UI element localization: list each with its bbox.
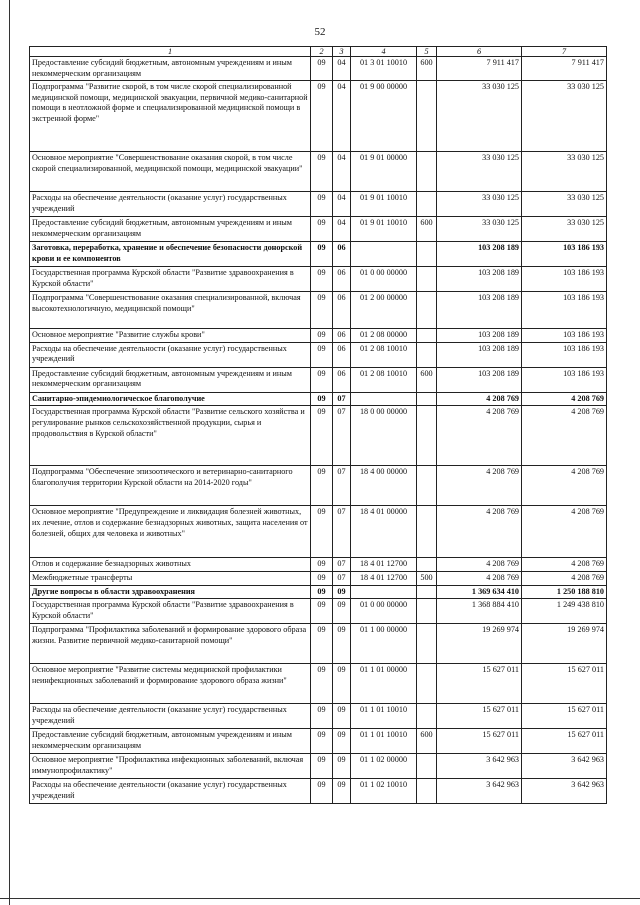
row-amount-1-cell: 19 269 974 bbox=[437, 624, 522, 664]
row-target-article-cell: 18 4 00 00000 bbox=[351, 466, 417, 506]
row-name-cell: Подпрограмма "Профилактика заболеваний и формирование здорового образа жизни. Развитие первичной медико-санитарной помощи" bbox=[30, 624, 311, 664]
row-section-cell: 09 bbox=[311, 466, 333, 506]
row-amount-2-cell: 4 208 769 bbox=[522, 558, 607, 572]
row-expense-type-cell bbox=[417, 558, 437, 572]
row-section-cell: 09 bbox=[311, 192, 333, 217]
row-target-article-cell bbox=[351, 392, 417, 406]
row-expense-type-cell: 600 bbox=[417, 217, 437, 242]
row-amount-1-cell: 103 208 189 bbox=[437, 292, 522, 329]
table-row bbox=[30, 466, 607, 506]
row-amount-2-cell: 15 627 011 bbox=[522, 704, 607, 729]
row-amount-2-cell: 15 627 011 bbox=[522, 729, 607, 754]
row-target-article-cell bbox=[351, 242, 417, 267]
row-section-cell: 09 bbox=[311, 779, 333, 804]
row-target-article-cell: 01 1 01 10010 bbox=[351, 704, 417, 729]
row-expense-type-cell bbox=[417, 704, 437, 729]
row-target-article-cell: 01 9 01 00000 bbox=[351, 152, 417, 192]
row-target-article-cell: 01 2 08 10010 bbox=[351, 367, 417, 392]
row-name-cell: Другие вопросы в области здравоохранения bbox=[30, 585, 311, 599]
col-header-expense-type: 5 bbox=[417, 47, 437, 57]
row-amount-2-cell: 1 250 188 810 bbox=[522, 585, 607, 599]
row-section-cell: 09 bbox=[311, 392, 333, 406]
row-section-cell: 09 bbox=[311, 342, 333, 367]
row-subsection-cell: 04 bbox=[333, 57, 351, 81]
col-header-amount-1: 6 bbox=[437, 47, 522, 57]
row-subsection-cell: 09 bbox=[333, 704, 351, 729]
col-header-target-article: 4 bbox=[351, 47, 417, 57]
row-expense-type-cell bbox=[417, 329, 437, 343]
row-target-article-cell: 01 9 00 00000 bbox=[351, 81, 417, 152]
table-row bbox=[30, 217, 607, 242]
row-expense-type-cell bbox=[417, 392, 437, 406]
row-name-cell: Подпрограмма "Совершенствование оказания специализированной, включая высокотехнологичную, медицинской помощи" bbox=[30, 292, 311, 329]
row-target-article-cell bbox=[351, 585, 417, 599]
row-subsection-cell: 07 bbox=[333, 466, 351, 506]
row-subsection-cell: 09 bbox=[333, 664, 351, 704]
row-section-cell: 09 bbox=[311, 664, 333, 704]
row-target-article-cell: 01 9 01 10010 bbox=[351, 217, 417, 242]
row-amount-1-cell: 3 642 963 bbox=[437, 754, 522, 779]
row-amount-2-cell: 4 208 769 bbox=[522, 506, 607, 558]
col-header-name: 1 bbox=[30, 47, 311, 57]
table-row bbox=[30, 506, 607, 558]
bottom-margin-line bbox=[0, 898, 640, 899]
row-subsection-cell: 04 bbox=[333, 81, 351, 152]
row-amount-2-cell: 3 642 963 bbox=[522, 754, 607, 779]
row-expense-type-cell bbox=[417, 624, 437, 664]
row-subsection-cell: 07 bbox=[333, 571, 351, 585]
page-number: 52 bbox=[314, 26, 326, 38]
row-expense-type-cell: 600 bbox=[417, 367, 437, 392]
row-target-article-cell: 01 3 01 10010 bbox=[351, 57, 417, 81]
row-subsection-cell: 07 bbox=[333, 406, 351, 466]
row-amount-2-cell: 4 208 769 bbox=[522, 466, 607, 506]
row-section-cell: 09 bbox=[311, 704, 333, 729]
row-name-cell: Отлов и содержание безнадзорных животных bbox=[30, 558, 311, 572]
row-target-article-cell: 18 4 01 12700 bbox=[351, 558, 417, 572]
row-expense-type-cell bbox=[417, 292, 437, 329]
col-header-section: 2 bbox=[311, 47, 333, 57]
row-expense-type-cell bbox=[417, 506, 437, 558]
row-subsection-cell: 09 bbox=[333, 754, 351, 779]
row-expense-type-cell bbox=[417, 664, 437, 704]
row-section-cell: 09 bbox=[311, 585, 333, 599]
header-row bbox=[30, 47, 607, 57]
row-name-cell: Расходы на обеспечение деятельности (оказание услуг) государственных учреждений bbox=[30, 192, 311, 217]
table-row bbox=[30, 342, 607, 367]
table-row bbox=[30, 599, 607, 624]
table-row bbox=[30, 192, 607, 217]
row-name-cell: Расходы на обеспечение деятельности (оказание услуг) государственных учреждений bbox=[30, 704, 311, 729]
row-section-cell: 09 bbox=[311, 292, 333, 329]
row-expense-type-cell bbox=[417, 242, 437, 267]
row-amount-2-cell: 3 642 963 bbox=[522, 779, 607, 804]
col-header-subsection: 3 bbox=[333, 47, 351, 57]
row-section-cell: 09 bbox=[311, 152, 333, 192]
table-row bbox=[30, 267, 607, 292]
table-row bbox=[30, 624, 607, 664]
row-target-article-cell: 18 4 01 00000 bbox=[351, 506, 417, 558]
row-section-cell: 09 bbox=[311, 329, 333, 343]
row-amount-2-cell: 15 627 011 bbox=[522, 664, 607, 704]
row-section-cell: 09 bbox=[311, 571, 333, 585]
row-section-cell: 09 bbox=[311, 81, 333, 152]
row-amount-1-cell: 15 627 011 bbox=[437, 729, 522, 754]
table-row bbox=[30, 392, 607, 406]
row-expense-type-cell bbox=[417, 585, 437, 599]
row-amount-2-cell: 33 030 125 bbox=[522, 81, 607, 152]
row-name-cell: Предоставление субсидий бюджетным, автономным учреждениям и иным некоммерческим организациям bbox=[30, 729, 311, 754]
row-amount-1-cell: 4 208 769 bbox=[437, 506, 522, 558]
row-name-cell: Расходы на обеспечение деятельности (оказание услуг) государственных учреждений bbox=[30, 342, 311, 367]
row-section-cell: 09 bbox=[311, 217, 333, 242]
row-section-cell: 09 bbox=[311, 242, 333, 267]
row-amount-1-cell: 33 030 125 bbox=[437, 217, 522, 242]
row-amount-2-cell: 103 186 193 bbox=[522, 342, 607, 367]
row-amount-2-cell: 4 208 769 bbox=[522, 571, 607, 585]
row-subsection-cell: 06 bbox=[333, 367, 351, 392]
row-amount-1-cell: 4 208 769 bbox=[437, 466, 522, 506]
row-amount-1-cell: 103 208 189 bbox=[437, 367, 522, 392]
row-expense-type-cell bbox=[417, 342, 437, 367]
row-target-article-cell: 01 1 00 00000 bbox=[351, 624, 417, 664]
row-name-cell: Предоставление субсидий бюджетным, автономным учреждениям и иным некоммерческим организациям bbox=[30, 57, 311, 81]
row-expense-type-cell: 500 bbox=[417, 571, 437, 585]
row-section-cell: 09 bbox=[311, 267, 333, 292]
row-name-cell: Основное мероприятие "Предупреждение и ликвидация болезней животных, их лечение, отлов и содержание безнадзорных животных, защита населения от болезней, общих для человека и животных" bbox=[30, 506, 311, 558]
row-amount-2-cell: 103 186 193 bbox=[522, 367, 607, 392]
row-subsection-cell: 06 bbox=[333, 342, 351, 367]
row-amount-2-cell: 4 208 769 bbox=[522, 392, 607, 406]
row-subsection-cell: 06 bbox=[333, 242, 351, 267]
row-subsection-cell: 09 bbox=[333, 729, 351, 754]
row-amount-1-cell: 1 369 634 410 bbox=[437, 585, 522, 599]
table-row bbox=[30, 81, 607, 152]
row-amount-1-cell: 4 208 769 bbox=[437, 406, 522, 466]
row-name-cell: Основное мероприятие "Развитие службы крови" bbox=[30, 329, 311, 343]
row-subsection-cell: 09 bbox=[333, 624, 351, 664]
table-row bbox=[30, 571, 607, 585]
row-amount-2-cell: 103 186 193 bbox=[522, 329, 607, 343]
row-subsection-cell: 04 bbox=[333, 152, 351, 192]
table-row bbox=[30, 292, 607, 329]
row-target-article-cell: 18 0 00 00000 bbox=[351, 406, 417, 466]
row-name-cell: Государственная программа Курской области "Развитие сельского хозяйства и регулирование рынков сельскохозяйственной продукции, сырья и продовольствия в Курской области" bbox=[30, 406, 311, 466]
row-name-cell: Межбюджетные трансферты bbox=[30, 571, 311, 585]
row-section-cell: 09 bbox=[311, 57, 333, 81]
table-row bbox=[30, 664, 607, 704]
row-target-article-cell: 18 4 01 12700 bbox=[351, 571, 417, 585]
row-amount-2-cell: 33 030 125 bbox=[522, 192, 607, 217]
row-amount-2-cell: 103 186 193 bbox=[522, 242, 607, 267]
row-amount-2-cell: 19 269 974 bbox=[522, 624, 607, 664]
table-row bbox=[30, 57, 607, 81]
row-subsection-cell: 09 bbox=[333, 779, 351, 804]
row-section-cell: 09 bbox=[311, 367, 333, 392]
row-amount-2-cell: 33 030 125 bbox=[522, 217, 607, 242]
budget-table bbox=[29, 46, 607, 804]
row-amount-1-cell: 4 208 769 bbox=[437, 571, 522, 585]
row-name-cell: Расходы на обеспечение деятельности (оказание услуг) государственных учреждений bbox=[30, 779, 311, 804]
row-section-cell: 09 bbox=[311, 558, 333, 572]
row-name-cell: Основное мероприятие "Профилактика инфекционных заболеваний, включая иммунопрофилактику" bbox=[30, 754, 311, 779]
table-row bbox=[30, 242, 607, 267]
row-amount-2-cell: 33 030 125 bbox=[522, 152, 607, 192]
row-target-article-cell: 01 1 01 10010 bbox=[351, 729, 417, 754]
col-header-amount-2: 7 bbox=[522, 47, 607, 57]
row-expense-type-cell bbox=[417, 152, 437, 192]
row-section-cell: 09 bbox=[311, 599, 333, 624]
row-subsection-cell: 07 bbox=[333, 392, 351, 406]
row-target-article-cell: 01 1 01 00000 bbox=[351, 664, 417, 704]
row-expense-type-cell bbox=[417, 466, 437, 506]
row-target-article-cell: 01 0 00 00000 bbox=[351, 599, 417, 624]
row-expense-type-cell bbox=[417, 81, 437, 152]
row-name-cell: Подпрограмма "Обеспечение эпизоотического и ветеринарно-санитарного благополучия территории Курской области на 2014-2020 годы" bbox=[30, 466, 311, 506]
row-amount-1-cell: 15 627 011 bbox=[437, 704, 522, 729]
row-section-cell: 09 bbox=[311, 506, 333, 558]
row-name-cell: Основное мероприятие "Развитие системы медицинской профилактики неинфекционных заболеваний и формирование здорового образа жизни" bbox=[30, 664, 311, 704]
row-expense-type-cell: 600 bbox=[417, 729, 437, 754]
table-row bbox=[30, 152, 607, 192]
row-amount-1-cell: 103 208 189 bbox=[437, 242, 522, 267]
table-row bbox=[30, 704, 607, 729]
row-subsection-cell: 06 bbox=[333, 267, 351, 292]
table-row bbox=[30, 729, 607, 754]
row-name-cell: Предоставление субсидий бюджетным, автономным учреждениям и иным некоммерческим организациям bbox=[30, 367, 311, 392]
row-expense-type-cell bbox=[417, 599, 437, 624]
row-target-article-cell: 01 2 08 10010 bbox=[351, 342, 417, 367]
row-name-cell: Государственная программа Курской области "Развитие здравоохранения в Курской области" bbox=[30, 267, 311, 292]
row-subsection-cell: 06 bbox=[333, 329, 351, 343]
row-subsection-cell: 07 bbox=[333, 558, 351, 572]
row-target-article-cell: 01 9 01 10010 bbox=[351, 192, 417, 217]
row-target-article-cell: 01 2 00 00000 bbox=[351, 292, 417, 329]
row-target-article-cell: 01 1 02 10010 bbox=[351, 779, 417, 804]
row-name-cell: Предоставление субсидий бюджетным, автономным учреждениям и иным некоммерческим организациям bbox=[30, 217, 311, 242]
row-expense-type-cell bbox=[417, 754, 437, 779]
table-row bbox=[30, 329, 607, 343]
row-name-cell: Государственная программа Курской области "Развитие здравоохранения в Курской области" bbox=[30, 599, 311, 624]
row-subsection-cell: 04 bbox=[333, 217, 351, 242]
row-section-cell: 09 bbox=[311, 754, 333, 779]
table-row bbox=[30, 779, 607, 804]
row-target-article-cell: 01 2 08 00000 bbox=[351, 329, 417, 343]
table-row bbox=[30, 406, 607, 466]
row-amount-1-cell: 15 627 011 bbox=[437, 664, 522, 704]
row-section-cell: 09 bbox=[311, 729, 333, 754]
table-row bbox=[30, 754, 607, 779]
row-amount-1-cell: 4 208 769 bbox=[437, 558, 522, 572]
row-amount-1-cell: 33 030 125 bbox=[437, 81, 522, 152]
row-section-cell: 09 bbox=[311, 624, 333, 664]
row-expense-type-cell bbox=[417, 779, 437, 804]
row-name-cell: Заготовка, переработка, хранение и обеспечение безопасности донорской крови и ее компонентов bbox=[30, 242, 311, 267]
row-amount-1-cell: 3 642 963 bbox=[437, 779, 522, 804]
row-subsection-cell: 09 bbox=[333, 599, 351, 624]
row-name-cell: Санитарно-эпидемиологическое благополучие bbox=[30, 392, 311, 406]
row-amount-2-cell: 103 186 193 bbox=[522, 292, 607, 329]
row-subsection-cell: 04 bbox=[333, 192, 351, 217]
row-name-cell: Подпрограмма "Развитие скорой, в том числе скорой специализированной медицинской помощи, медицинской эвакуации, первичной медико-санитарной помощи в неотложной форме и специализированной медицинской помощи в экстренной форме" bbox=[30, 81, 311, 152]
row-amount-2-cell: 4 208 769 bbox=[522, 406, 607, 466]
row-section-cell: 09 bbox=[311, 406, 333, 466]
row-name-cell: Основное мероприятие "Совершенствование оказания скорой, в том числе скорой специализированной, медицинской помощи, медицинской эвакуации" bbox=[30, 152, 311, 192]
row-subsection-cell: 06 bbox=[333, 292, 351, 329]
left-margin-line bbox=[9, 0, 10, 905]
row-amount-1-cell: 33 030 125 bbox=[437, 152, 522, 192]
row-amount-1-cell: 103 208 189 bbox=[437, 267, 522, 292]
row-expense-type-cell: 600 bbox=[417, 57, 437, 81]
row-amount-1-cell: 33 030 125 bbox=[437, 192, 522, 217]
row-target-article-cell: 01 0 00 00000 bbox=[351, 267, 417, 292]
row-target-article-cell: 01 1 02 00000 bbox=[351, 754, 417, 779]
row-amount-2-cell: 103 186 193 bbox=[522, 267, 607, 292]
table-row bbox=[30, 585, 607, 599]
row-amount-2-cell: 7 911 417 bbox=[522, 57, 607, 81]
row-expense-type-cell bbox=[417, 267, 437, 292]
row-expense-type-cell bbox=[417, 192, 437, 217]
row-subsection-cell: 07 bbox=[333, 506, 351, 558]
row-amount-1-cell: 7 911 417 bbox=[437, 57, 522, 81]
row-amount-1-cell: 4 208 769 bbox=[437, 392, 522, 406]
row-subsection-cell: 09 bbox=[333, 585, 351, 599]
row-amount-1-cell: 1 368 884 410 bbox=[437, 599, 522, 624]
row-amount-2-cell: 1 249 438 810 bbox=[522, 599, 607, 624]
row-expense-type-cell bbox=[417, 406, 437, 466]
row-amount-1-cell: 103 208 189 bbox=[437, 329, 522, 343]
row-amount-1-cell: 103 208 189 bbox=[437, 342, 522, 367]
table-row bbox=[30, 558, 607, 572]
table-row bbox=[30, 367, 607, 392]
